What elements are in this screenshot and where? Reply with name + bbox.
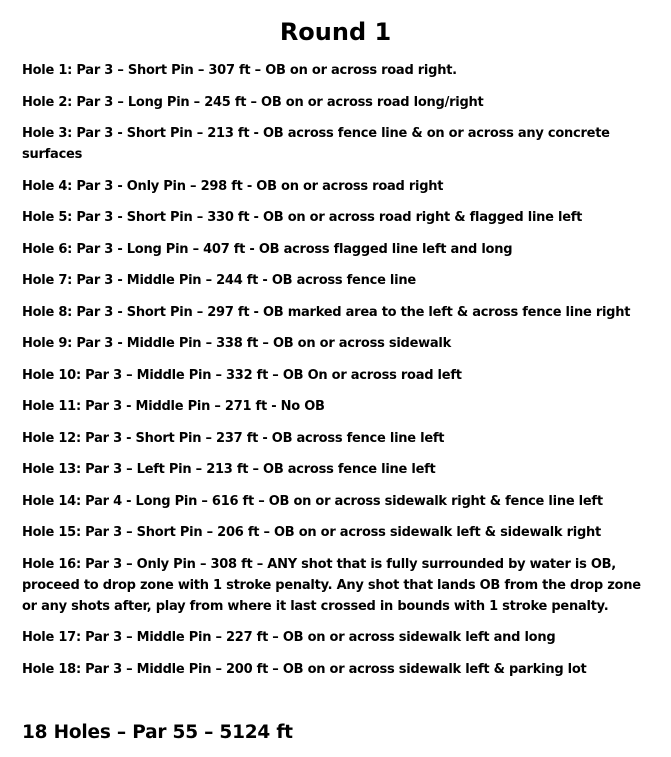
hole-14-description: Hole 14: Par 4 - Long Pin – 616 ft – OB on or across sidewalk right & fence line left [22, 493, 603, 509]
hole-3-description: Hole 3: Par 3 - Short Pin – 213 ft - OB across fence line & on or across any concrete surfaces [22, 126, 610, 162]
hole-5-description: Hole 5: Par 3 - Short Pin – 330 ft - OB on or across road right & flagged line left [22, 210, 583, 225]
hole-10-description: Hole 10: Par 3 – Middle Pin – 332 ft – OB On or across road left [22, 367, 462, 383]
hole-4-description: Hole 4: Par 3 - Only Pin – 298 ft - OB on or across road right [22, 178, 444, 194]
hole-7-description: Hole 7: Par 3 - Middle Pin – 244 ft - OB across fence line [22, 273, 416, 288]
hole-6-description: Hole 6: Par 3 - Long Pin – 407 ft - OB across flagged line left and long [22, 241, 513, 257]
hole-9-description: Hole 9: Par 3 - Middle Pin – 338 ft – OB on or across sidewalk [22, 336, 452, 351]
hole-11-description: Hole 11: Par 3 - Middle Pin – 271 ft - No OB [22, 399, 325, 414]
hole-1-description: Hole 1: Par 3 – Short Pin – 307 ft – OB on or across road right. [22, 63, 457, 78]
hole-13-description: Hole 13: Par 3 – Left Pin – 213 ft – OB across fence line left [22, 462, 436, 477]
hole-15-description: Hole 15: Par 3 – Short Pin – 206 ft – OB on or across sidewalk left & sidewalk right [22, 525, 601, 540]
course-summary: 18 Holes – Par 55 – 5124 ft [22, 722, 293, 743]
page-title: Round 1 [279, 18, 392, 46]
hole-list [22, 60, 652, 690]
hole-12-description: Hole 12: Par 3 - Short Pin – 237 ft - OB across fence line left [22, 430, 445, 446]
hole-17-description: Hole 17: Par 3 – Middle Pin – 227 ft – OB on or across sidewalk left and long [22, 630, 556, 645]
hole-2-description: Hole 2: Par 3 – Long Pin – 245 ft – OB on or across road long/right [22, 94, 484, 110]
hole-8-description: Hole 8: Par 3 - Short Pin – 297 ft - OB marked area to the left & across fence line right [22, 304, 631, 320]
hole-16-description: Hole 16: Par 3 – Only Pin – 308 ft – ANY shot that is fully surrounded by water is OB, proceed to drop zone with 1 stroke penalty. Any shot that lands OB from the drop zone or any shots after, play from where it last crossed in bounds with 1 stroke penalty. [22, 556, 641, 614]
hole-18-description: Hole 18: Par 3 – Middle Pin – 200 ft – OB on or across sidewalk left & parking lot [22, 661, 587, 677]
